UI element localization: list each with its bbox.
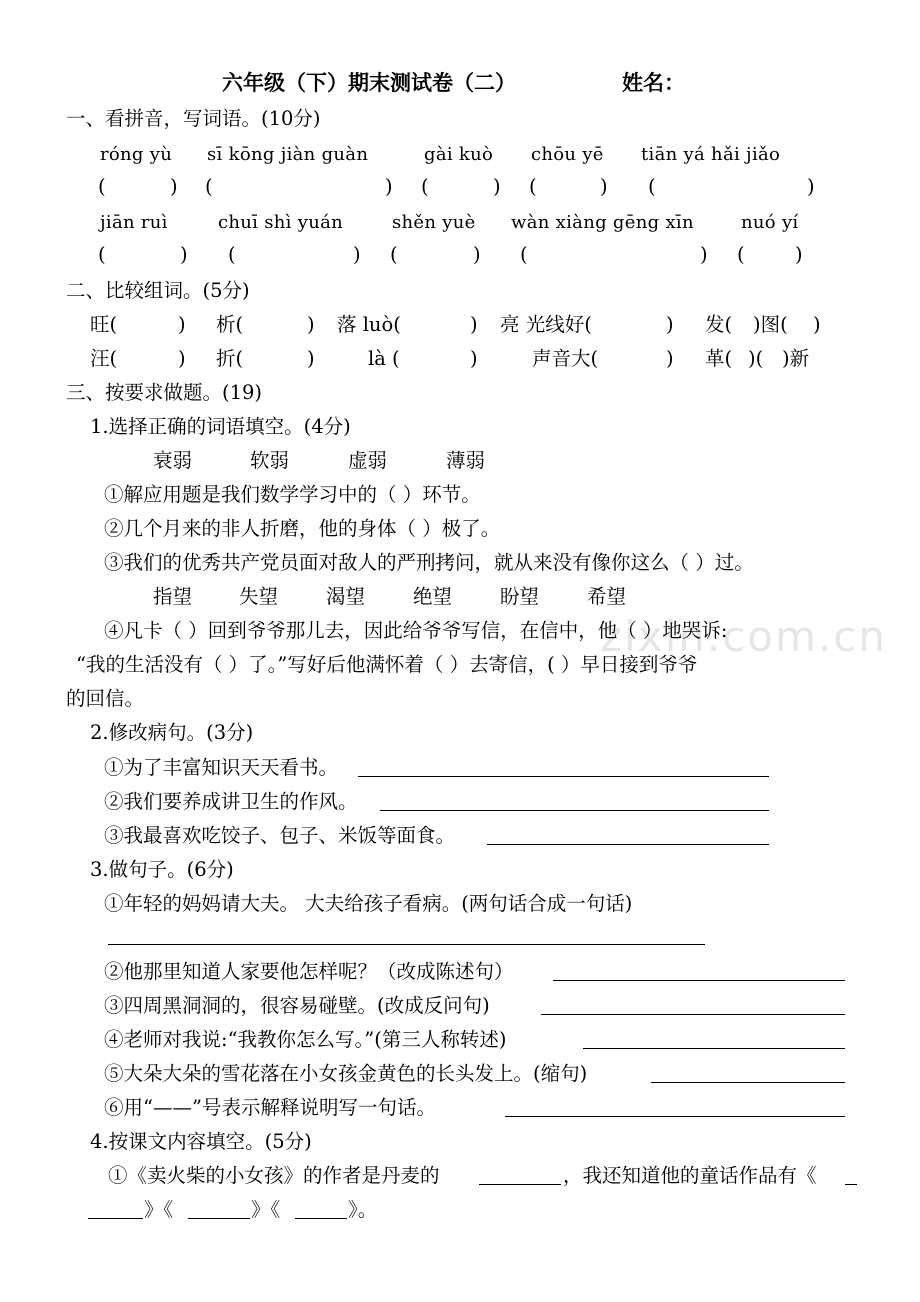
answer-paren-open: ( — [390, 243, 398, 266]
question-item: ②我们要养成讲卫生的作风。 — [104, 790, 358, 813]
word-option: 失望 — [239, 585, 279, 608]
question-item: ③四周黑洞洞的，很容易碰壁。(改成反问句) — [104, 994, 490, 1017]
word-option: 绝望 — [413, 585, 453, 608]
question-item: ①为了丰富知识天天看书。 — [104, 756, 339, 779]
answer-paren-close: ) — [473, 243, 481, 266]
answer-paren-close: ) — [493, 175, 501, 198]
question-item-continued: 的回信。 — [66, 687, 145, 710]
answer-paren-close: ) — [600, 175, 608, 198]
compare-char: 革( — [705, 347, 733, 370]
pinyin-item: jiān ruì — [100, 212, 168, 233]
question-item: 》《 — [144, 1198, 174, 1221]
word-option: 薄弱 — [446, 449, 486, 472]
pinyin-item: gài kuò — [424, 144, 494, 165]
answer-paren-open: ( — [205, 175, 213, 198]
compare-paren: ) — [178, 347, 186, 370]
question-item: ⑤大朵大朵的雪花落在小女孩金黄色的长头发上。(缩句) — [104, 1062, 588, 1085]
answer-paren-open: ( — [228, 243, 236, 266]
compare-paren: ) — [470, 313, 478, 336]
answer-paren-open: ( — [520, 243, 528, 266]
compare-char: 旺( — [90, 313, 118, 336]
section-2-heading: 二、比较组词。(5分) — [66, 279, 250, 302]
answer-paren-open: ( — [737, 243, 745, 266]
question-item: ③我最喜欢吃饺子、包子、米饭等面食。 — [104, 824, 456, 847]
answer-line[interactable] — [88, 1218, 143, 1219]
compare-paren: ) — [666, 347, 674, 370]
answer-line[interactable] — [651, 1082, 845, 1083]
answer-paren-open: ( — [648, 175, 656, 198]
answer-line[interactable] — [487, 844, 769, 845]
answer-line[interactable] — [479, 1184, 561, 1185]
answer-paren-close: ) — [180, 243, 188, 266]
answer-paren-open: ( — [529, 175, 537, 198]
answer-line[interactable] — [108, 944, 705, 945]
answer-paren-open: ( — [98, 243, 106, 266]
pinyin-item: wàn xiàng gēng xīn — [511, 212, 694, 233]
q3-heading: 3.做句子。(6分) — [90, 858, 234, 881]
compare-paren: ) — [813, 313, 821, 336]
answer-line[interactable] — [358, 776, 769, 777]
section-3-heading: 三、按要求做题。(19) — [66, 381, 263, 404]
answer-paren-close: ) — [170, 175, 178, 198]
answer-paren-open: ( — [98, 175, 106, 198]
answer-line[interactable] — [188, 1218, 250, 1219]
word-option: 虚弱 — [348, 449, 388, 472]
answer-line[interactable] — [541, 1014, 845, 1015]
compare-char: 汪( — [90, 347, 118, 370]
answer-line[interactable] — [505, 1116, 845, 1117]
answer-paren-close: ) — [353, 243, 361, 266]
compare-paren: ) — [178, 313, 186, 336]
pinyin-item: nuó yí — [741, 212, 799, 233]
compare-paren: ) — [470, 347, 478, 370]
compare-paren: ) — [666, 313, 674, 336]
q1-heading: 1.选择正确的词语填空。(4分) — [90, 415, 351, 438]
q4-heading: 4.按课文内容填空。(5分) — [90, 1130, 312, 1153]
compare-paren: ) — [307, 313, 315, 336]
question-item: ⑥用“——”号表示解释说明写一句话。 — [104, 1096, 436, 1119]
question-item: ②他那里知道人家要他怎样呢？（改成陈述句） — [104, 960, 514, 983]
question-item: ④凡卡（ ）回到爷爷那儿去，因此给爷爷写信，在信中，他（ ）地哭诉: — [104, 619, 728, 642]
compare-char: )图( — [753, 313, 788, 336]
compare-char: 折( — [216, 347, 244, 370]
answer-paren-close: ) — [807, 175, 815, 198]
question-item: ①解应用题是我们数学学习中的（ ）环节。 — [104, 483, 481, 506]
question-item: 》。 — [348, 1198, 378, 1221]
answer-line[interactable] — [583, 1048, 845, 1049]
question-item: ③我们的优秀共产党员面对敌人的严刑拷问，就从来没有像你这么（ ）过。 — [104, 551, 754, 574]
answer-line[interactable] — [553, 980, 845, 981]
question-item: ，我还知道他的童话作品有《 — [563, 1164, 817, 1187]
answer-line[interactable] — [845, 1184, 857, 1185]
word-option: 指望 — [153, 585, 193, 608]
answer-paren-open: ( — [421, 175, 429, 198]
q2-heading: 2.修改病句。(3分) — [90, 721, 254, 744]
compare-char: )新 — [782, 347, 810, 370]
pinyin-item: róng yù — [100, 144, 173, 165]
question-item: ①《卖火柴的小女孩》的作者是丹麦的 — [108, 1164, 440, 1187]
compare-char: )( — [748, 347, 764, 370]
question-item: 》《 — [251, 1198, 281, 1221]
answer-paren-close: ) — [385, 175, 393, 198]
compare-char: 析( — [216, 313, 244, 336]
answer-paren-close: ) — [795, 243, 803, 266]
pinyin-item: chōu yē — [531, 144, 604, 165]
page-title: 六年级（下）期末测试卷（二） — [222, 70, 516, 95]
pinyin-item: tiān yá hǎi jiǎo — [641, 144, 781, 165]
answer-line[interactable] — [295, 1218, 347, 1219]
compare-char: 声音大( — [532, 347, 599, 370]
question-item: ①年轻的妈妈请大夫。 大夫给孩子看病。(两句话合成一句话) — [104, 892, 633, 915]
compare-char: là ( — [368, 347, 400, 370]
word-option: 希望 — [587, 585, 627, 608]
compare-char: 发( — [705, 313, 733, 336]
question-item: ④老师对我说:“我教你怎么写。”(第三人称转述) — [104, 1028, 507, 1051]
watermark: zixin.com.cn — [600, 612, 887, 661]
pinyin-item: shěn yuè — [392, 212, 476, 233]
compare-paren: ) — [307, 347, 315, 370]
pinyin-item: chuī shì yuán — [218, 212, 344, 233]
section-1-heading: 一、看拼音，写词语。(10分) — [66, 107, 321, 130]
word-option: 渴望 — [326, 585, 366, 608]
answer-line[interactable] — [380, 810, 769, 811]
word-option: 盼望 — [500, 585, 540, 608]
question-item: ②几个月来的非人折磨，他的身体（ ）极了。 — [104, 517, 501, 540]
answer-paren-close: ) — [700, 243, 708, 266]
question-item-continued: “我的生活没有（ ）了。”写好后他满怀着（ ）去寄信，( ）早日接到爷爷 — [76, 653, 698, 676]
pinyin-item: sī kōng jiàn guàn — [207, 144, 369, 165]
compare-char: 落 luò( — [337, 313, 401, 336]
word-option: 衰弱 — [153, 449, 193, 472]
name-label: 姓名： — [622, 70, 685, 95]
word-option: 软弱 — [250, 449, 290, 472]
compare-char: 亮 光线好( — [500, 313, 592, 336]
